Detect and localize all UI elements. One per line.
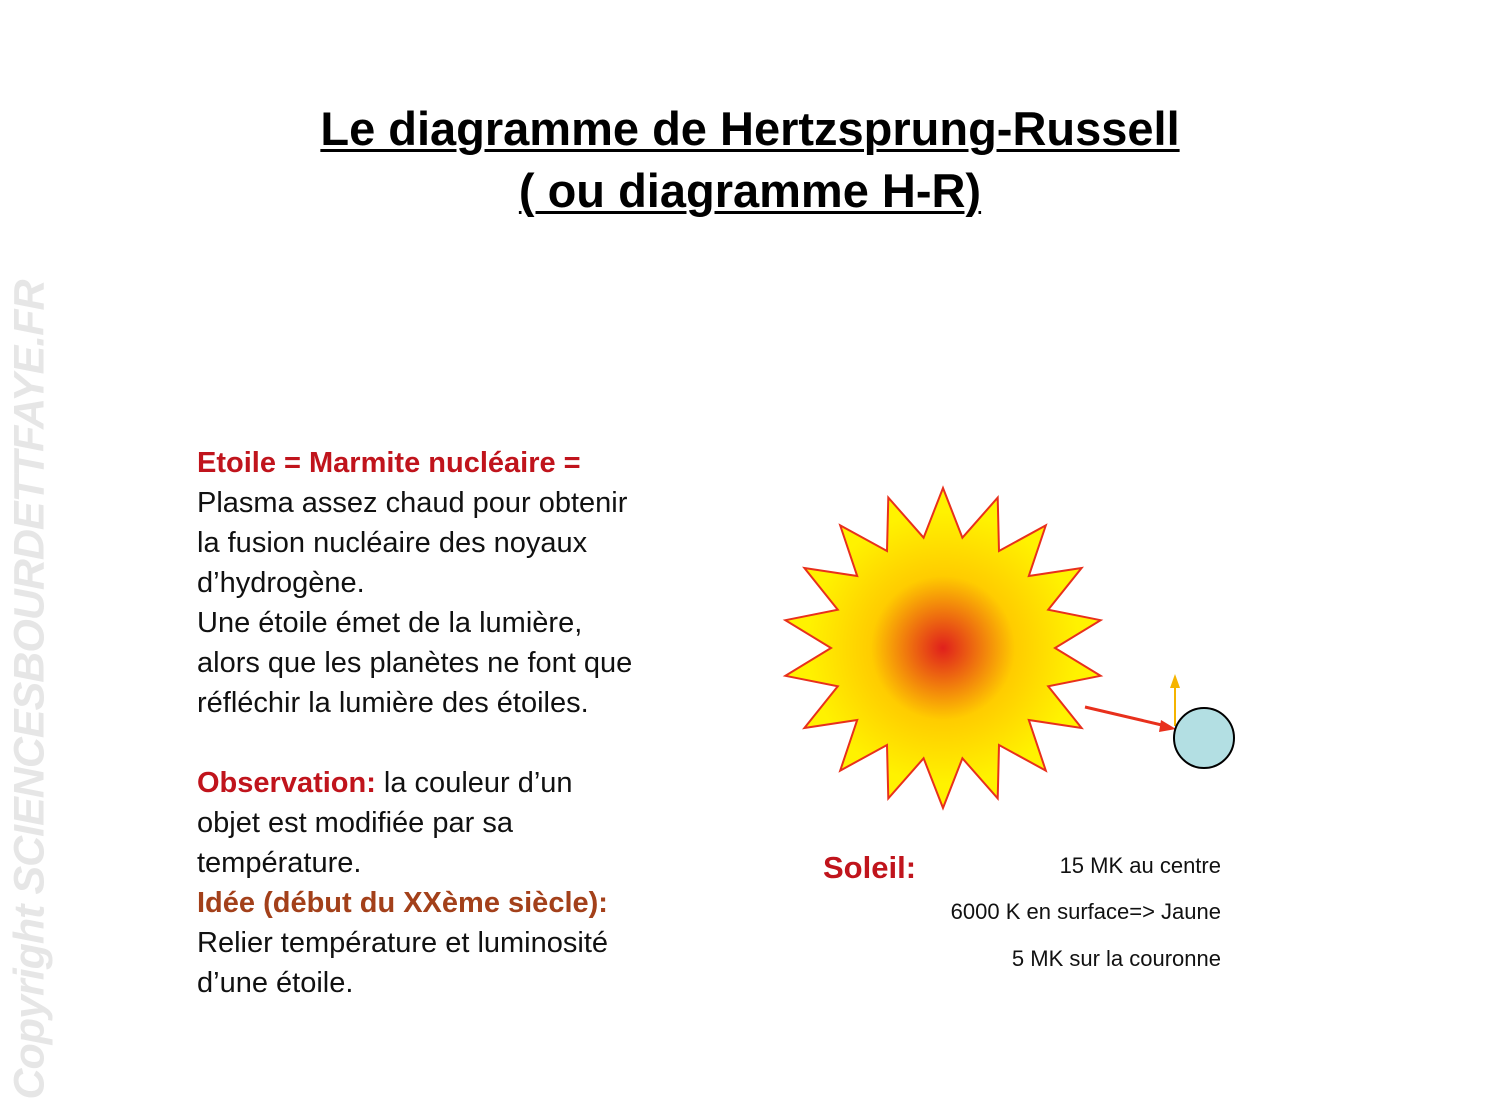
soleil-label: Soleil: bbox=[823, 850, 917, 885]
arrow-head-icon bbox=[1159, 720, 1176, 732]
etoile-line: Plasma assez chaud pour obtenir bbox=[197, 487, 628, 519]
observation-line: température. bbox=[197, 847, 362, 879]
title-line-2: ( ou diagramme H-R) bbox=[518, 164, 982, 217]
watermark-text: Copyright SCIENCESBOURDETTFAYE.FR bbox=[5, 280, 54, 1100]
idee-line: Relier température et luminosité bbox=[197, 927, 609, 959]
etoile-line: Une étoile émet de la lumière, bbox=[197, 607, 583, 639]
sun-corona-temperature: 5 MK sur la couronne bbox=[1011, 946, 1221, 971]
observation-paragraph bbox=[197, 763, 717, 803]
etoile-heading: Etoile = Marmite nucléaire = bbox=[197, 447, 581, 479]
sun-center-temperature: 15 MK au centre bbox=[1059, 853, 1221, 878]
reflected-light-arrow bbox=[1085, 707, 1166, 726]
title-line-1: Le diagramme de Hertzsprung-Russell bbox=[320, 102, 1180, 155]
sun-planet-illustration bbox=[760, 480, 1260, 820]
sun-surface-temperature: 6000 K en surface=> Jaune bbox=[950, 899, 1221, 924]
etoile-line: d’hydrogène. bbox=[197, 567, 365, 599]
observation-label: Observation: bbox=[197, 767, 376, 799]
planet-icon bbox=[1174, 708, 1234, 768]
idee-line: d’une étoile. bbox=[197, 967, 354, 999]
page-title bbox=[0, 98, 1500, 222]
observation-text: la couleur d’un bbox=[375, 767, 573, 799]
etoile-line: alors que les planètes ne font que bbox=[197, 647, 633, 679]
etoile-line: la fusion nucléaire des noyaux bbox=[197, 527, 588, 559]
sun-star-shape bbox=[785, 488, 1100, 808]
arrow-head-icon bbox=[1170, 674, 1180, 688]
idee-heading: Idée (début du XXème siècle): bbox=[197, 887, 608, 919]
explanation-text bbox=[197, 443, 717, 1003]
etoile-line: réfléchir la lumière des étoiles. bbox=[197, 687, 589, 719]
observation-line: objet est modifiée par sa bbox=[197, 807, 513, 839]
